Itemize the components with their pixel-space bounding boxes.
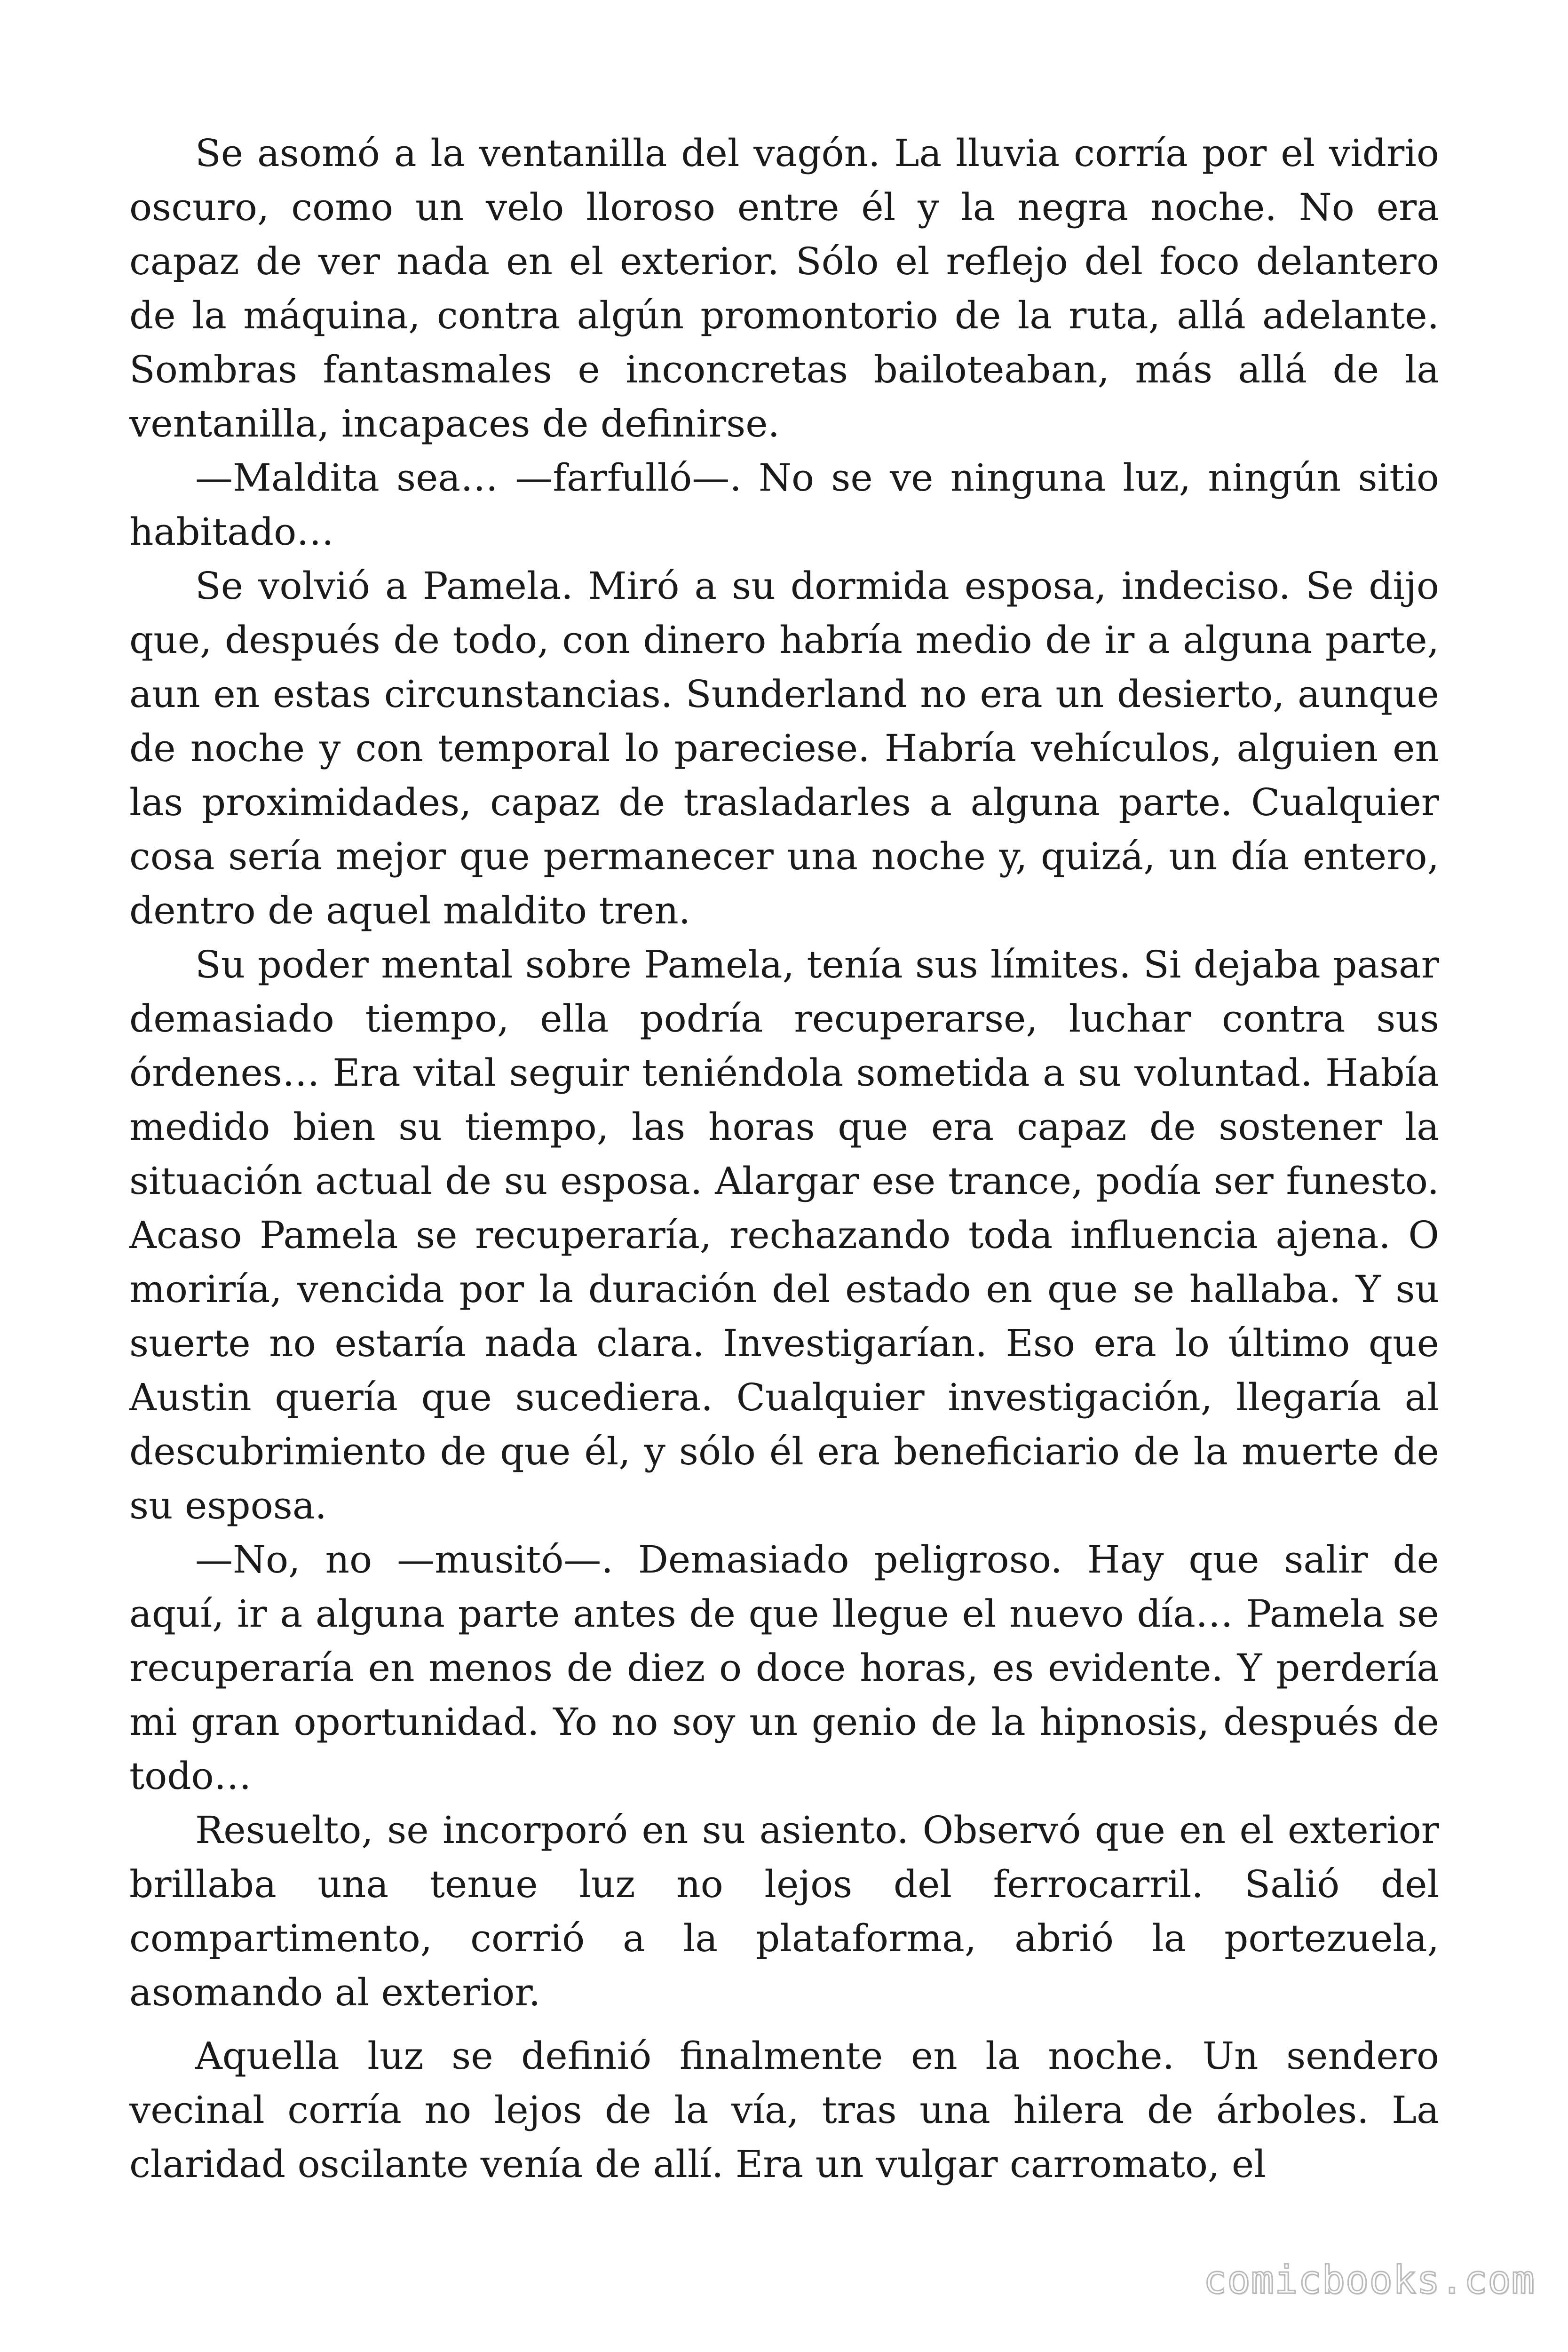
watermark: comicbooks.com: [1203, 2258, 1535, 2303]
paragraph: Aquella luz se definió finalmente en la noche. Un sendero vecinal corría no lejos de la vía, tras una hilera de árboles. La claridad oscilante venía de allí. Era un vulgar carromato, el: [129, 2034, 1439, 2186]
paragraph: Se volvió a Pamela. Miró a su dormida esposa, indeciso. Se dijo que, después de todo, con dinero habría medio de ir a alguna parte, aun en estas circunstancias. Sunderland no era un desierto, aunque de noche y con temporal lo pareciese. Habría vehículos, alguien en las proximidades, capaz de trasladarles a alguna parte. Cualquier cosa sería mejor que permanecer una noche y, quizá, un día entero, dentro de aquel maldito tren.: [129, 564, 1439, 932]
page-body: [129, 126, 1439, 2191]
paragraph: —No, no —musitó—. Demasiado peligroso. Hay que salir de aquí, ir a alguna parte antes de que llegue el nuevo día… Pamela se recuperaría en menos de diez o doce horas, es evidente. Y perdería mi gran oportunidad. Yo no soy un genio de la hipnosis, después de todo…: [129, 1538, 1439, 1798]
paragraph: —Maldita sea… —farfulló—. No se ve ninguna luz, ningún sitio habitado…: [129, 456, 1439, 554]
paragraph: Resuelto, se incorporó en su asiento. Observó que en el exterior brillaba una tenue luz no lejos del ferrocarril. Salió del compartimento, corrió a la plataforma, abrió la portezuela, asomando al exterior.: [129, 1808, 1439, 2014]
paragraph: Se asomó a la ventanilla del vagón. La lluvia corría por el vidrio oscuro, como un velo lloroso entre él y la negra noche. No era capaz de ver nada en el exterior. Sólo el reflejo del foco delantero de la máquina, contra algún promontorio de la ruta, allá adelante. Sombras fantasmales e inconcretas bailoteaban, más allá de la ventanilla, incapaces de definirse.: [129, 131, 1439, 445]
paragraph: Su poder mental sobre Pamela, tenía sus límites. Si dejaba pasar demasiado tiempo, ella podría recuperarse, luchar contra sus órdenes… Era vital seguir teniéndola sometida a su voluntad. Había medido bien su tiempo, las horas que era capaz de sostener la situación actual de su esposa. Alargar ese trance, podía ser funesto. Acaso Pamela se recuperaría, rechazando toda influencia ajena. O moriría, vencida por la duración del estado en que se hallaba. Y su suerte no estaría nada clara. Investigarían. Eso era lo último que Austin quería que sucediera. Cualquier investigación, llegaría al descubrimiento de que él, y sólo él era beneficiario de la muerte de su esposa.: [129, 943, 1439, 1527]
